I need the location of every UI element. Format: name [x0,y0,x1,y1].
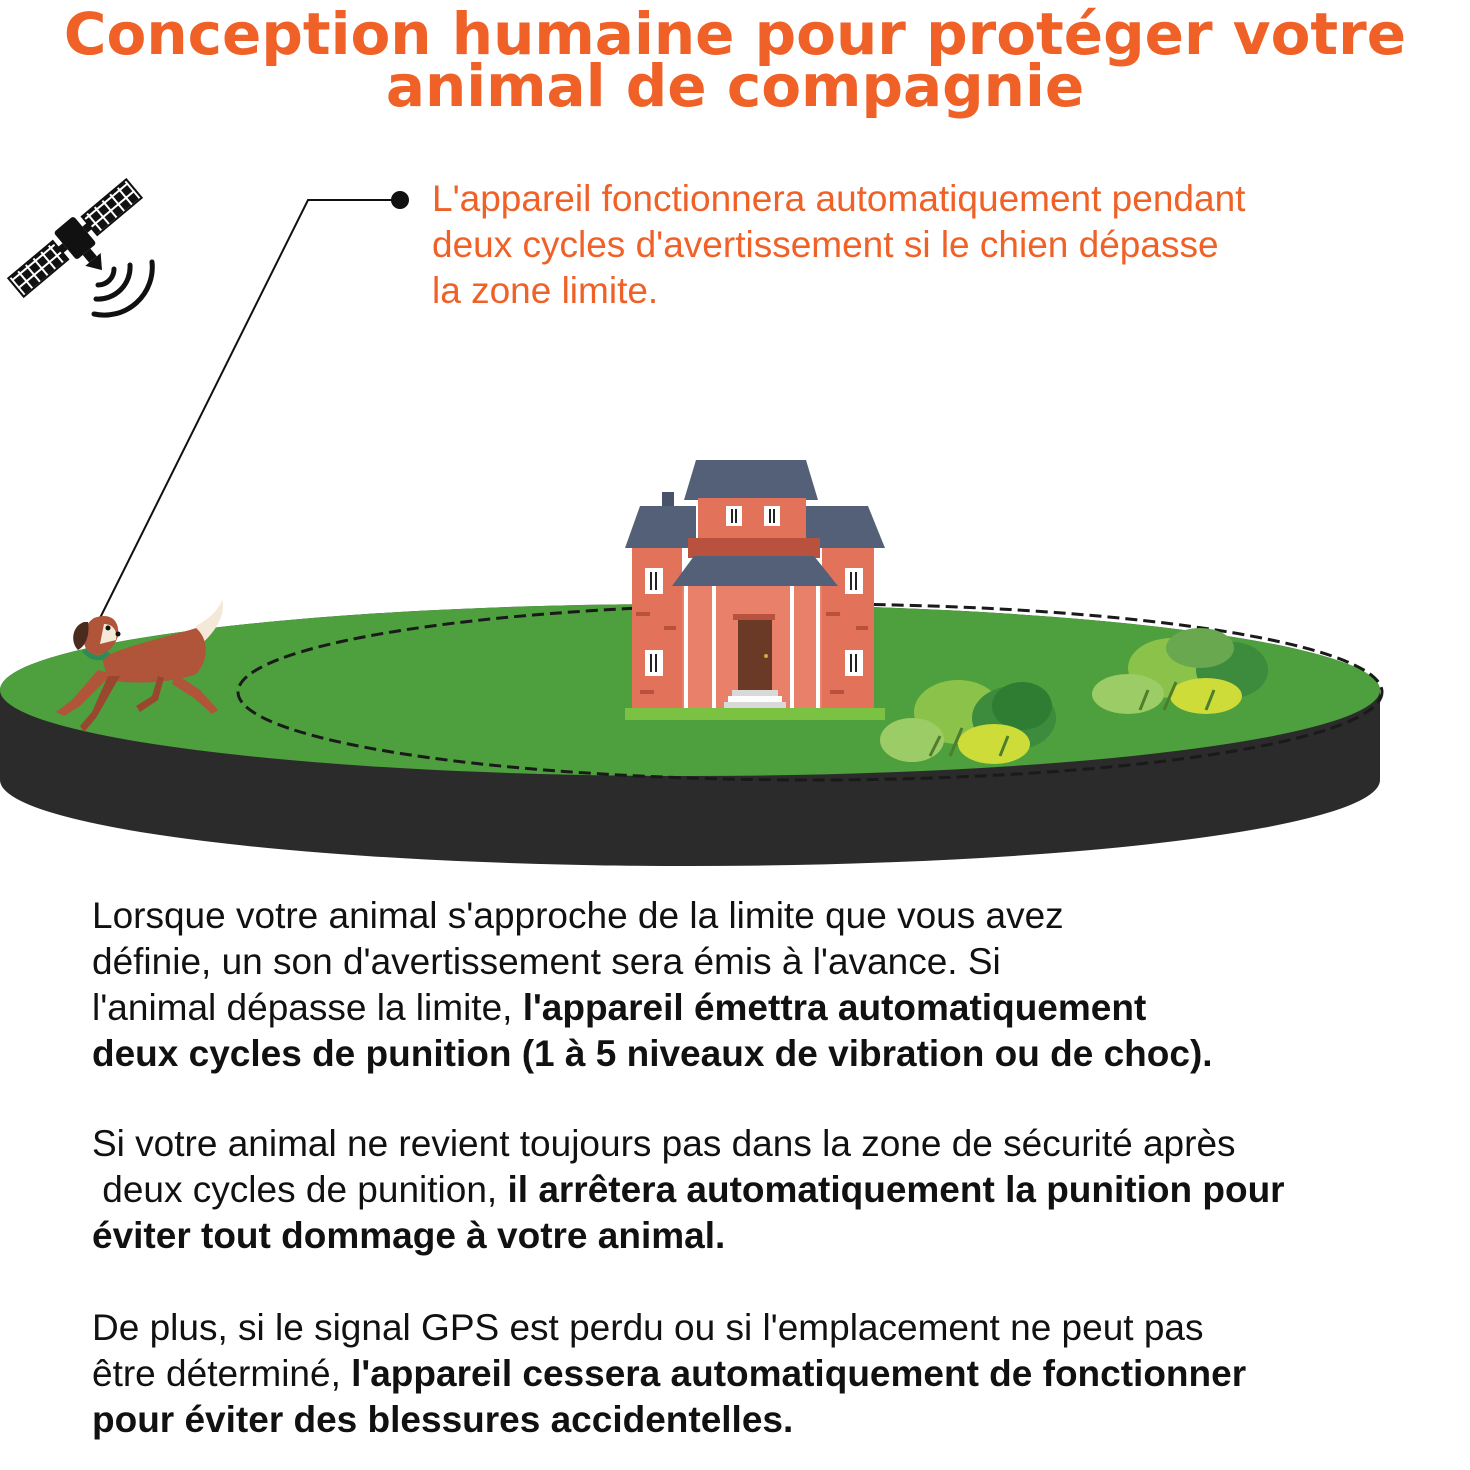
paragraph-line: Lorsque votre animal s'approche de la limite que vous avez [92,895,1064,936]
signal-waves-icon [94,262,152,315]
satellite-icon [4,175,161,320]
paragraph-bold-text: l'appareil émettra automatiquement [522,987,1147,1028]
callout-pointer-line [100,200,398,618]
callout-text [432,176,1432,314]
callout-line-3: la zone limite. [432,270,659,311]
paragraph-line [92,1213,1462,1259]
paragraph-line [92,1031,1462,1077]
callout-line-1: L'appareil fonctionnera automatiquement pendant [432,178,1246,219]
callout-pointer-dot [391,191,409,209]
paragraph-bold-text: deux cycles de punition (1 à 5 niveaux de vibration ou de choc). [92,1033,1213,1074]
paragraph-line: Si votre animal ne revient toujours pas dans la zone de sécurité après [92,1123,1236,1164]
title-line-1: Conception humaine pour protéger votre [63,0,1407,68]
paragraph-line [92,1397,1462,1443]
paragraph-line [92,1351,1462,1397]
paragraph-line [92,985,1462,1031]
paragraph-warning [92,893,1462,1077]
paragraph-bold-text: il arrêtera automatiquement la punition pour [507,1169,1285,1210]
paragraph-line: De plus, si le signal GPS est perdu ou si l'emplacement ne peut pas [92,1307,1204,1348]
paragraph-line: définie, un son d'avertissement sera émis à l'avance. Si [92,941,1001,982]
paragraph-line [92,1167,1462,1213]
callout-line-2: deux cycles d'avertissement si le chien dépasse [432,224,1219,265]
paragraph-text: être déterminé, [92,1353,352,1394]
paragraph-bold-text: éviter tout dommage à votre animal. [92,1215,726,1256]
title-line-2: animal de compagnie [385,52,1085,120]
house-icon [625,460,885,720]
paragraph-bold-text: l'appareil cessera automatiquement de fonctionner [351,1353,1247,1394]
paragraph-bold-text: pour éviter des blessures accidentelles. [92,1399,794,1440]
page-title [0,0,1470,120]
paragraph-gps-loss [92,1305,1462,1443]
paragraph-stop-punishment [92,1121,1462,1259]
paragraph-text: deux cycles de punition, [92,1169,508,1210]
paragraph-text: l'animal dépasse la limite, [92,987,523,1028]
